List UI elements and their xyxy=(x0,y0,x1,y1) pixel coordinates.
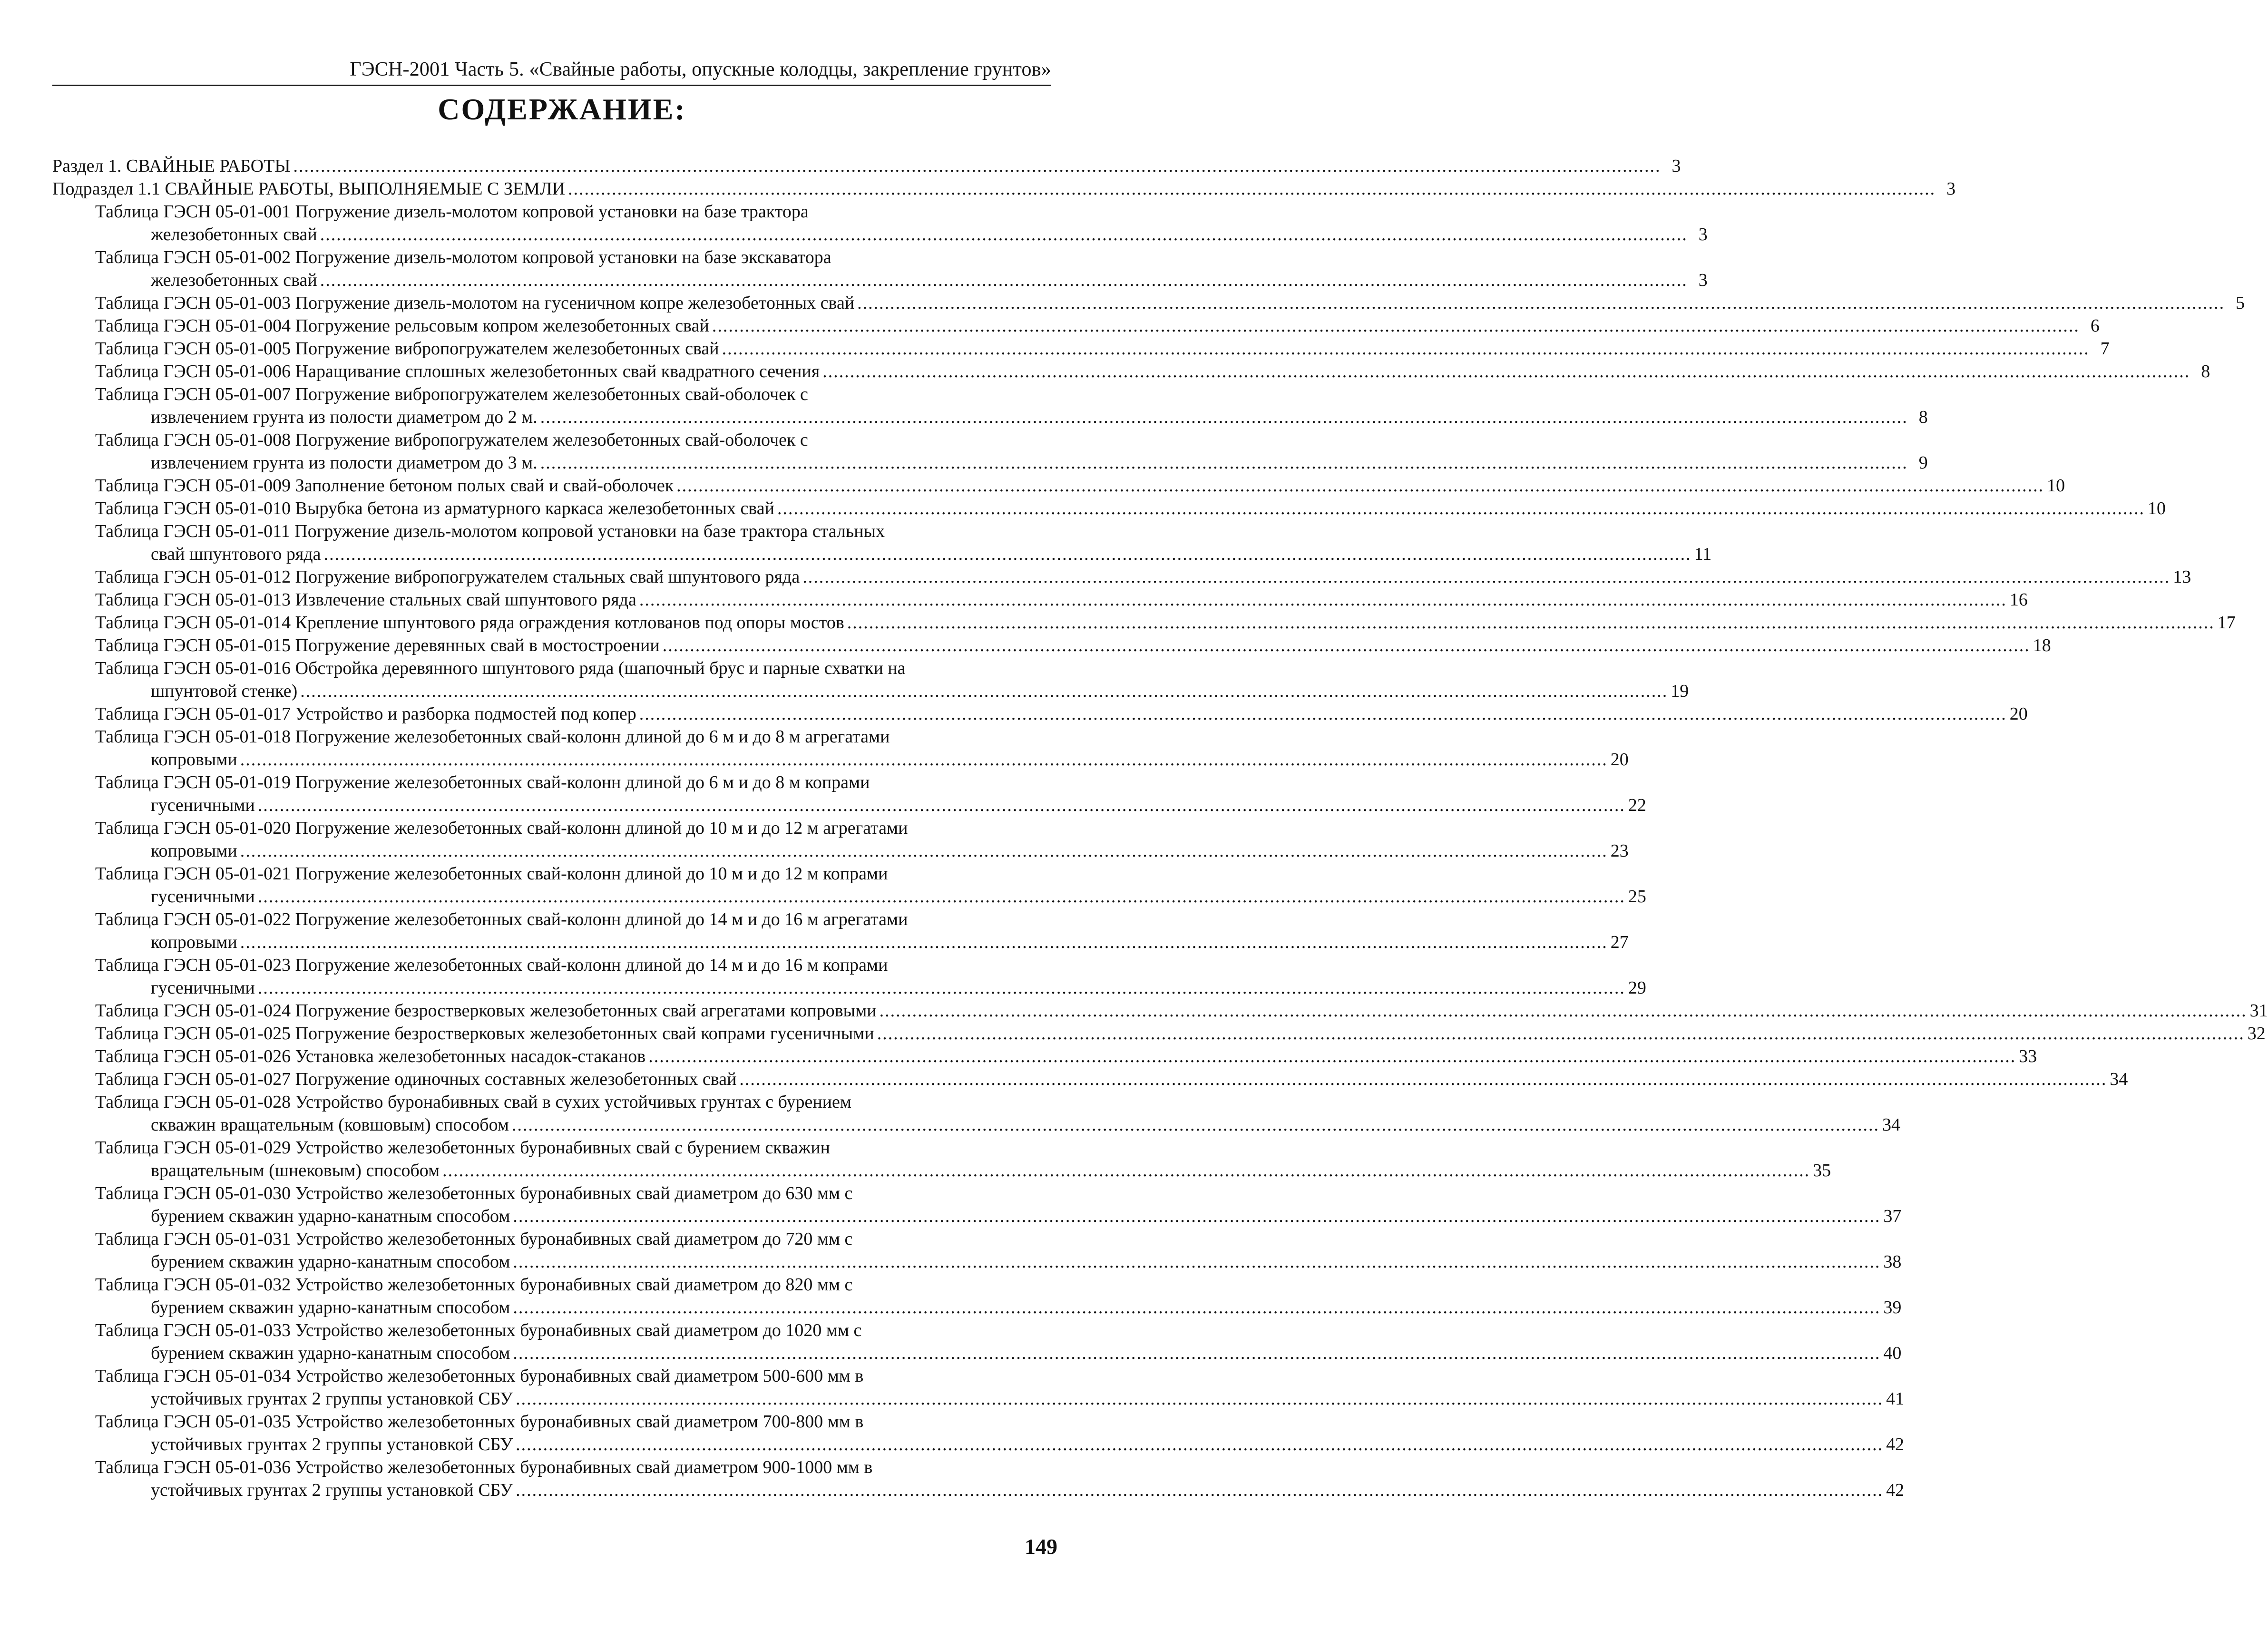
toc-line xyxy=(52,1273,1032,1296)
toc-entry xyxy=(52,292,2245,314)
dot-leader xyxy=(722,337,2090,360)
toc-page-number: 20 xyxy=(1610,750,1629,770)
toc-line xyxy=(52,1410,1032,1433)
toc-line xyxy=(52,474,2065,497)
toc-entry-text: Таблица ГЭСН 05-01-030 Устройство железобетонных буронабивных свай диаметром до 630 мм с xyxy=(95,1183,853,1203)
running-header: ГЭСН-2001 Часть 5. «Свайные работы, опускные колодцы, закрепление грунтов» xyxy=(350,59,1051,80)
toc-entry-text: копровыми xyxy=(151,841,237,861)
toc-entry-text: Таблица ГЭСН 05-01-007 Погружение вибропогружателем железобетонных свай-оболочек с xyxy=(95,384,808,404)
toc-entry-text: гусеничными xyxy=(151,795,255,815)
toc-entry-text: железобетонных свай xyxy=(151,224,317,244)
dot-leader xyxy=(639,702,2007,725)
toc-entry-text: Таблица ГЭСН 05-01-034 Устройство железобетонных буронабивных свай диаметром 500-600 мм в xyxy=(95,1366,864,1386)
toc-entry-text: Таблица ГЭСН 05-01-025 Погружение безростверковых железобетонных свай копрами гусеничными xyxy=(95,1024,874,1044)
toc-entry xyxy=(52,611,2236,634)
toc-line xyxy=(52,839,1629,862)
toc-entry xyxy=(52,474,2065,497)
toc-page-number: 5 xyxy=(2236,293,2245,313)
toc-entry-text: Таблица ГЭСН 05-01-036 Устройство железобетонных буронабивных свай диаметром 900-1000 мм в xyxy=(95,1457,873,1477)
dot-leader xyxy=(258,976,1625,999)
dot-leader xyxy=(513,1250,1880,1273)
toc-line xyxy=(52,908,1032,931)
toc-entry-text: Таблица ГЭСН 05-01-005 Погружение вибропогружателем железобетонных свай xyxy=(95,339,719,359)
dot-leader xyxy=(513,1205,1880,1228)
dot-leader xyxy=(240,931,1608,954)
dot-leader xyxy=(516,1387,1883,1410)
toc-page-number: 3 xyxy=(1672,156,1681,176)
toc-page-number: 9 xyxy=(1918,453,1928,473)
toc-entry-text: свай шпунтового ряда xyxy=(151,544,321,564)
dot-leader xyxy=(240,839,1608,862)
dot-leader xyxy=(516,1433,1883,1456)
toc-entry xyxy=(52,999,2268,1022)
toc-page-number: 31 xyxy=(2249,1001,2268,1021)
toc-entry-text: копровыми xyxy=(151,932,237,952)
toc-line xyxy=(52,177,1956,200)
toc-line xyxy=(52,954,1032,976)
toc-line xyxy=(52,976,1646,999)
toc-line xyxy=(52,566,2191,588)
toc-line xyxy=(52,155,1681,177)
toc-line xyxy=(52,200,1032,223)
toc-page-number: 34 xyxy=(2110,1069,2128,1089)
toc-entry-text: Таблица ГЭСН 05-01-019 Погружение железобетонных свай-колонн длиной до 6 м и до 8 м копрами xyxy=(95,772,870,792)
toc-entry xyxy=(52,1068,2128,1091)
toc-entry-text: Таблица ГЭСН 05-01-006 Наращивание сплошных железобетонных свай квадратного сечения xyxy=(95,361,820,381)
toc-page-number: 17 xyxy=(2217,613,2236,633)
toc-entry xyxy=(52,429,1928,474)
toc-entry-text: Таблица ГЭСН 05-01-027 Погружение одиночных составных железобетонных свай xyxy=(95,1069,737,1089)
toc-entry-text: Таблица ГЭСН 05-01-014 Крепление шпунтового ряда ограждения котлованов под опоры мостов xyxy=(95,613,844,633)
toc-entry-text: Таблица ГЭСН 05-01-017 Устройство и разборка подмостей под копер xyxy=(95,704,636,724)
toc-entry-text: Таблица ГЭСН 05-01-003 Погружение дизель-молотом на гусеничном копре железобетонных свай xyxy=(95,293,855,313)
toc-entry-text: Таблица ГЭСН 05-01-002 Погружение дизель-молотом копровой установки на базе экскаватора xyxy=(95,247,831,267)
toc-entry-text: Таблица ГЭСН 05-01-008 Погружение вибропогружателем железобетонных свай-оболочек с xyxy=(95,430,808,450)
toc-page-number: 38 xyxy=(1883,1252,1902,1272)
toc-entry-text: Таблица ГЭСН 05-01-013 Извлечение стальных свай шпунтового ряда xyxy=(95,590,636,610)
toc-entry-text: Таблица ГЭСН 05-01-035 Устройство железобетонных буронабивных свай диаметром 700-800 мм в xyxy=(95,1412,864,1432)
toc-line xyxy=(52,817,1032,839)
toc-entry-text: гусеничными xyxy=(151,978,255,998)
toc-entry-text: Таблица ГЭСН 05-01-022 Погружение железобетонных свай-колонн длиной до 14 м и до 16 м агрегатами xyxy=(95,909,908,929)
toc-entry-text: Таблица ГЭСН 05-01-026 Установка железобетонных насадок-стаканов xyxy=(95,1046,646,1066)
toc-entry-text: Раздел 1. СВАЙНЫЕ РАБОТЫ xyxy=(52,156,291,176)
toc-entry-text: устойчивых грунтах 2 группы установкой СБУ xyxy=(151,1480,513,1500)
toc-page-number: 32 xyxy=(2247,1024,2266,1044)
toc-line xyxy=(52,1296,1902,1319)
toc-line xyxy=(52,657,1032,680)
toc-entry xyxy=(52,1022,2266,1045)
toc-page-number: 18 xyxy=(2033,635,2051,655)
toc-line xyxy=(52,406,1928,429)
dot-leader xyxy=(712,314,2080,337)
toc-entry xyxy=(52,337,2110,360)
toc-entry-text: Таблица ГЭСН 05-01-021 Погружение железобетонных свай-колонн длиной до 10 м и до 12 м копрами xyxy=(95,864,888,884)
toc-line xyxy=(52,931,1629,954)
toc-page-number: 33 xyxy=(2019,1046,2037,1066)
toc-line xyxy=(52,748,1629,771)
toc-line xyxy=(52,1365,1032,1387)
toc-entry-text: Таблица ГЭСН 05-01-018 Погружение железобетонных свай-колонн длиной до 6 м и до 8 м агрегатами xyxy=(95,727,890,747)
dot-leader xyxy=(320,269,1688,292)
toc-line xyxy=(52,1091,1032,1113)
toc-line xyxy=(52,360,2210,383)
toc-page-number: 42 xyxy=(1886,1480,1905,1500)
toc-line xyxy=(52,543,1712,566)
toc-entry-text: скважин вращательным (ковшовым) способом xyxy=(151,1115,509,1135)
toc-entry-text: шпунтовой стенке) xyxy=(151,681,298,701)
toc-entry-text: бурением скважин ударно-канатным способом xyxy=(151,1297,510,1317)
toc-line xyxy=(52,1456,1032,1479)
toc-entry-text: Таблица ГЭСН 05-01-031 Устройство железобетонных буронабивных свай диаметром до 720 мм с xyxy=(95,1229,853,1249)
toc-page-number: 29 xyxy=(1628,978,1646,998)
toc-entry xyxy=(52,566,2191,588)
toc-line xyxy=(52,885,1646,908)
toc-page-number: 3 xyxy=(1698,270,1708,290)
dot-leader xyxy=(676,474,2044,497)
toc-line xyxy=(52,337,2110,360)
toc-entry-text: Таблица ГЭСН 05-01-012 Погружение вибропогружателем стальных свай шпунтового ряда xyxy=(95,567,800,587)
toc-entry-text: Таблица ГЭСН 05-01-001 Погружение дизель-молотом копровой установки на базе трактора xyxy=(95,202,809,222)
toc-entry xyxy=(52,383,1928,429)
toc-line xyxy=(52,725,1032,748)
dot-leader xyxy=(648,1045,2016,1068)
toc-line xyxy=(52,246,1032,269)
dot-leader xyxy=(258,885,1625,908)
dot-leader xyxy=(877,1022,2245,1045)
toc-line xyxy=(52,862,1032,885)
toc-line xyxy=(52,1250,1902,1273)
dot-leader xyxy=(822,360,2190,383)
toc-line xyxy=(52,1479,1905,1502)
toc-entry xyxy=(52,497,2166,520)
toc-line xyxy=(52,429,1032,451)
toc-page-number: 40 xyxy=(1883,1343,1902,1363)
toc-page-number: 22 xyxy=(1628,795,1646,815)
toc-entry xyxy=(52,1228,1902,1273)
toc-page-number: 6 xyxy=(2090,316,2100,336)
dot-leader xyxy=(802,566,2170,588)
toc-entry-text: Таблица ГЭСН 05-01-032 Устройство железобетонных буронабивных свай диаметром до 820 мм с xyxy=(95,1275,853,1295)
toc-entry-text: железобетонных свай xyxy=(151,270,317,290)
toc-line xyxy=(52,588,2028,611)
toc-page-number: 34 xyxy=(1882,1115,1900,1135)
toc-line xyxy=(52,1342,1902,1365)
toc-page-number: 10 xyxy=(2047,476,2065,496)
dot-leader xyxy=(639,588,2007,611)
toc-entry-text: Таблица ГЭСН 05-01-015 Погружение деревянных свай в мостостроении xyxy=(95,635,660,655)
toc-line xyxy=(52,292,2245,314)
toc-line xyxy=(52,794,1646,817)
toc-entry-text: вращательным (шнековым) способом xyxy=(151,1161,440,1180)
toc-page-number: 27 xyxy=(1610,932,1629,952)
toc-line xyxy=(52,771,1032,794)
toc-line xyxy=(52,223,1708,246)
dot-leader xyxy=(857,292,2225,314)
toc-line xyxy=(52,497,2166,520)
toc-line xyxy=(52,1387,1905,1410)
dot-leader xyxy=(324,543,1691,566)
toc-entry xyxy=(52,817,1629,862)
toc-page-number: 23 xyxy=(1610,841,1629,861)
toc-entry xyxy=(52,360,2210,383)
toc-entry-text: Таблица ГЭСН 05-01-024 Погружение безростверковых железобетонных свай агрегатами копровыми xyxy=(95,1001,877,1021)
toc-page-number: 13 xyxy=(2173,567,2191,587)
toc-page-number: 3 xyxy=(1698,224,1708,244)
toc-entry xyxy=(52,1182,1902,1228)
toc-page-number: 20 xyxy=(2009,704,2028,724)
toc-entry-text: бурением скважин ударно-канатным способом xyxy=(151,1252,510,1272)
toc-entry xyxy=(52,1410,1905,1456)
toc-entry xyxy=(52,908,1629,954)
toc-line xyxy=(52,1228,1032,1250)
toc-line xyxy=(52,1319,1032,1342)
toc-entry-text: Подраздел 1.1 СВАЙНЫЕ РАБОТЫ, ВЫПОЛНЯЕМЫЕ С ЗЕМЛИ xyxy=(52,179,566,199)
toc-page-number: 35 xyxy=(1813,1161,1831,1180)
toc-entry xyxy=(52,177,1956,200)
dot-leader xyxy=(540,406,1908,429)
toc-line xyxy=(52,680,1689,702)
toc-entry xyxy=(52,1136,1831,1182)
toc-line xyxy=(52,520,1032,543)
toc-line xyxy=(52,1045,2037,1068)
toc-entry xyxy=(52,862,1646,908)
toc-entry xyxy=(52,634,2051,657)
dot-leader xyxy=(739,1068,2107,1091)
toc-entry-text: гусеничными xyxy=(151,887,255,907)
toc-line xyxy=(52,383,1032,406)
toc-page-number: 16 xyxy=(2009,590,2028,610)
dot-leader xyxy=(513,1342,1880,1365)
toc-line xyxy=(52,314,2100,337)
dot-leader xyxy=(300,680,1668,702)
toc-entry xyxy=(52,314,2100,337)
header-rule xyxy=(52,85,1051,86)
dot-leader xyxy=(258,794,1625,817)
toc-entry-text: Таблица ГЭСН 05-01-023 Погружение железобетонных свай-колонн длиной до 14 м и до 16 м копрами xyxy=(95,955,888,975)
toc-line xyxy=(52,1159,1831,1182)
toc-line xyxy=(52,1022,2266,1045)
toc-line xyxy=(52,634,2051,657)
toc-line xyxy=(52,702,2028,725)
toc-page-number: 19 xyxy=(1671,681,1689,701)
toc-entry-text: Таблица ГЭСН 05-01-033 Устройство железобетонных буронабивных свай диаметром до 1020 мм с xyxy=(95,1320,862,1340)
toc-entry-text: Таблица ГЭСН 05-01-004 Погружение рельсовым копром железобетонных свай xyxy=(95,316,709,336)
dot-leader xyxy=(293,155,1661,177)
toc-entry xyxy=(52,1456,1905,1502)
toc-entry xyxy=(52,771,1646,817)
toc-page-number: 3 xyxy=(1946,179,1956,199)
toc-entry xyxy=(52,246,1708,292)
toc-entry xyxy=(52,1319,1902,1365)
page-title: СОДЕРЖАНИЕ: xyxy=(438,92,686,126)
toc-entry xyxy=(52,1091,1900,1136)
toc-line xyxy=(52,999,2268,1022)
toc-entry xyxy=(52,1045,2037,1068)
toc-entry xyxy=(52,520,1712,566)
toc-entry-text: Таблица ГЭСН 05-01-009 Заполнение бетоном полых свай и свай-оболочек xyxy=(95,476,674,496)
toc-page-number: 10 xyxy=(2147,498,2166,518)
toc-entry-text: извлечением грунта из полости диаметром до 2 м. xyxy=(151,407,538,427)
toc-page-number: 39 xyxy=(1883,1297,1902,1317)
toc-entry-text: Таблица ГЭСН 05-01-016 Обстройка деревянного шпунтового ряда (шапочный брус и парные схватки на xyxy=(95,658,906,678)
dot-leader xyxy=(512,1113,1879,1136)
toc-entry-text: Таблица ГЭСН 05-01-011 Погружение дизель-молотом копровой установки на базе трактора стальных xyxy=(95,521,885,541)
toc-page-number: 7 xyxy=(2100,339,2110,359)
toc-entry xyxy=(52,200,1708,246)
toc-page-number: 41 xyxy=(1886,1389,1905,1409)
toc-entry-text: Таблица ГЭСН 05-01-020 Погружение железобетонных свай-колонн длиной до 10 м и до 12 м агрегатами xyxy=(95,818,908,838)
toc-page-number: 11 xyxy=(1694,544,1712,564)
dot-leader xyxy=(240,748,1608,771)
toc-entry xyxy=(52,155,1681,177)
dot-leader xyxy=(568,177,1936,200)
toc-line xyxy=(52,1136,1032,1159)
toc-entry xyxy=(52,725,1629,771)
dot-leader xyxy=(663,634,2030,657)
toc-page-number: 8 xyxy=(2201,361,2210,381)
dot-leader xyxy=(442,1159,1810,1182)
toc-line xyxy=(52,1205,1902,1228)
dot-leader xyxy=(777,497,2145,520)
toc-line xyxy=(52,1433,1905,1456)
toc-line xyxy=(52,611,2236,634)
toc-entry xyxy=(52,657,1689,702)
toc-entry-text: копровыми xyxy=(151,750,237,770)
toc-entry xyxy=(52,1365,1905,1410)
toc-entry-text: Таблица ГЭСН 05-01-029 Устройство железобетонных буронабивных свай с бурением скважин xyxy=(95,1138,830,1158)
toc-entry-text: Таблица ГЭСН 05-01-010 Вырубка бетона из арматурного каркаса железобетонных свай xyxy=(95,498,774,518)
table-of-contents xyxy=(52,155,2268,1502)
dot-leader xyxy=(540,451,1908,474)
page-number: 149 xyxy=(1025,1534,1057,1559)
dot-leader xyxy=(880,999,2247,1022)
toc-entry xyxy=(52,954,1646,999)
toc-line xyxy=(52,1182,1032,1205)
dot-leader xyxy=(847,611,2215,634)
toc-line xyxy=(52,451,1928,474)
toc-page-number: 25 xyxy=(1628,887,1646,907)
toc-entry xyxy=(52,588,2028,611)
toc-line xyxy=(52,269,1708,292)
toc-entry-text: Таблица ГЭСН 05-01-028 Устройство буронабивных свай в сухих устойчивых грунтах с бурением xyxy=(95,1092,851,1112)
dot-leader xyxy=(513,1296,1880,1319)
toc-entry-text: бурением скважин ударно-канатным способом xyxy=(151,1206,510,1226)
toc-page-number: 42 xyxy=(1886,1434,1905,1454)
toc-line xyxy=(52,1068,2128,1091)
toc-page-number: 37 xyxy=(1883,1206,1902,1226)
toc-line xyxy=(52,1113,1900,1136)
dot-leader xyxy=(320,223,1688,246)
toc-entry xyxy=(52,1273,1902,1319)
toc-entry-text: извлечением грунта из полости диаметром до 3 м. xyxy=(151,453,538,473)
toc-entry-text: бурением скважин ударно-канатным способом xyxy=(151,1343,510,1363)
toc-entry-text: устойчивых грунтах 2 группы установкой СБУ xyxy=(151,1434,513,1454)
toc-page-number: 8 xyxy=(1918,407,1928,427)
toc-entry xyxy=(52,702,2028,725)
dot-leader xyxy=(516,1479,1883,1502)
toc-entry-text: устойчивых грунтах 2 группы установкой СБУ xyxy=(151,1389,513,1409)
